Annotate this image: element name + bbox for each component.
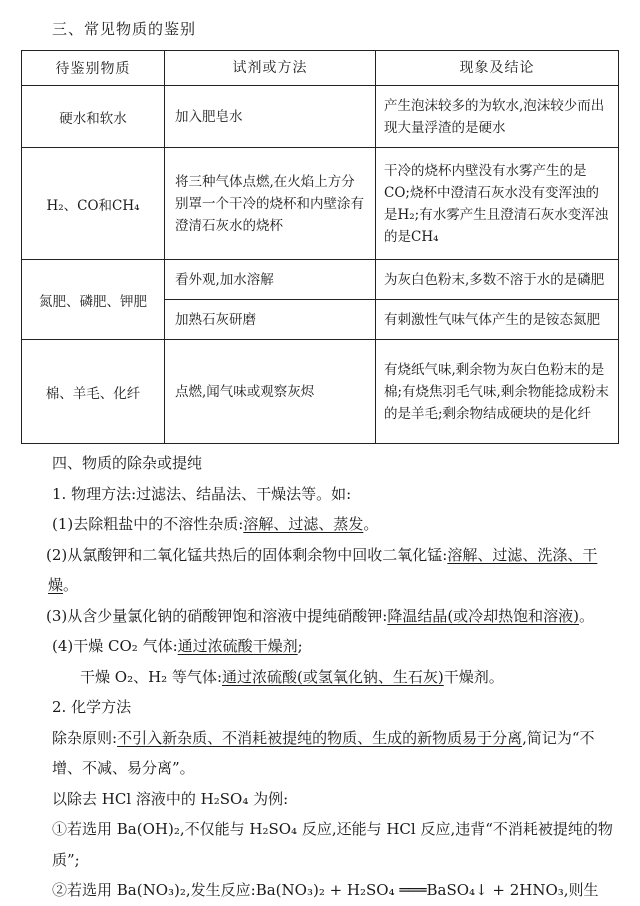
- cell-result: 有刺激性气味气体产生的是铵态氮肥: [376, 300, 619, 340]
- item-text: ;: [297, 637, 303, 655]
- answer-text: 降温结晶(或冷却热饱和溶液): [387, 606, 580, 625]
- item-text: 干燥剂。: [443, 667, 504, 686]
- cell-method: 将三种气体点燃,在火焰上方分别罩一个干冷的烧杯和内壁涂有澄清石灰水的烧杯: [165, 148, 376, 260]
- table-row: [22, 260, 619, 300]
- paragraph-option-1: ①若选用 Ba(OH)₂,不仅能与 H₂SO₄ 反应,还能与 HCl 反应,违背“不消耗被提纯的物质”;: [52, 820, 613, 869]
- cell-method: 点燃,闻气味或观察灰烬: [165, 340, 376, 444]
- answer-text: 不引入新杂质、不消耗被提纯的物质、生成的新物质易于分离: [117, 728, 523, 747]
- paragraph-item-4b: [48, 662, 622, 693]
- item-text: (3)从含少量氯化钠的硝酸钾饱和溶液中提纯硝酸钾:: [46, 606, 388, 625]
- cell-substance: H₂、CO和CH₄: [22, 148, 165, 260]
- paragraph-item-3: [48, 601, 622, 632]
- table-row: [22, 340, 619, 444]
- answer-text: 溶解、过滤、蒸发: [243, 515, 364, 533]
- paragraph-physical-methods: 1. 物理方法:过滤法、结晶法、干燥法等。如:: [52, 484, 352, 503]
- table-row: [22, 148, 619, 260]
- cell-method: 看外观,加水溶解: [165, 260, 376, 300]
- cell-method: 加入肥皂水: [165, 86, 376, 148]
- paragraph-item-4: [48, 631, 622, 662]
- section-title-identification: 三、常见物质的鉴别: [52, 20, 197, 38]
- paragraph-item-1: [48, 509, 622, 540]
- section-title-purification: 四、物质的除杂或提纯: [52, 454, 203, 472]
- answer-text: 通过浓硫酸(或氢氧化钠、生石灰): [222, 667, 444, 686]
- item-text: 干燥 O₂、H₂ 等气体:: [80, 667, 222, 686]
- identification-table: [21, 50, 619, 444]
- header-method: 试剂或方法: [165, 51, 376, 86]
- paragraph-chemical-methods: 2. 化学方法: [52, 698, 132, 716]
- cell-result: 产生泡沫较多的为软水,泡沫较少而出现大量浮渣的是硬水: [376, 86, 619, 148]
- item-text: 。: [579, 606, 595, 625]
- table-header-row: [22, 51, 619, 86]
- item-text: (1)去除粗盐中的不溶性杂质:: [52, 515, 244, 533]
- cell-result: 有烧纸气味,剩余物为灰白色粉末的是棉;有烧焦羽毛气味,剩余物能捻成粉末的是羊毛;剩余物结成硬块的是化纤: [376, 340, 619, 444]
- item-text: 。: [63, 576, 79, 594]
- answer-text: 溶解、过滤、洗涤、干燥: [48, 545, 598, 594]
- cell-method: 加熟石灰研磨: [165, 300, 376, 340]
- cell-substance: 氮肥、磷肥、钾肥: [22, 260, 165, 340]
- cell-result: 为灰白色粉末,多数不溶于水的是磷肥: [376, 260, 619, 300]
- answer-text: 通过浓硫酸干燥剂: [177, 637, 298, 655]
- paragraph-example: 以除去 HCl 溶液中的 H₂SO₄ 为例:: [52, 789, 289, 808]
- paragraph-item-2: [48, 540, 622, 601]
- item-text: 。: [363, 515, 379, 533]
- paragraph-option-2: ②若选用 Ba(NO₃)₂,发生反应:Ba(NO₃)₂ + H₂SO₄ ═══BaSO₄↓ + 2HNO₃,则生: [52, 881, 599, 899]
- table-row: [22, 86, 619, 148]
- cell-result: 干冷的烧杯内壁没有水雾产生的是CO;烧杯中澄清石灰水没有变浑浊的是H₂;有水雾产生且澄清石灰水变浑浊的是CH₄: [376, 148, 619, 260]
- cell-substance: 棉、羊毛、化纤: [22, 340, 165, 444]
- item-text: 除杂原则:: [52, 728, 118, 747]
- item-text: ,简记为“不增、不减、易分离”。: [52, 728, 595, 777]
- item-text: (4)干燥 CO₂ 气体:: [52, 637, 178, 655]
- item-text: (2)从氯酸钾和二氧化锰共热后的固体剩余物中回收二氧化锰:: [46, 545, 448, 564]
- header-result: 现象及结论: [376, 51, 619, 86]
- purification-section: [48, 448, 622, 906]
- header-substance: 待鉴别物质: [22, 51, 165, 86]
- cell-substance: 硬水和软水: [22, 86, 165, 148]
- paragraph-principle: [48, 723, 622, 784]
